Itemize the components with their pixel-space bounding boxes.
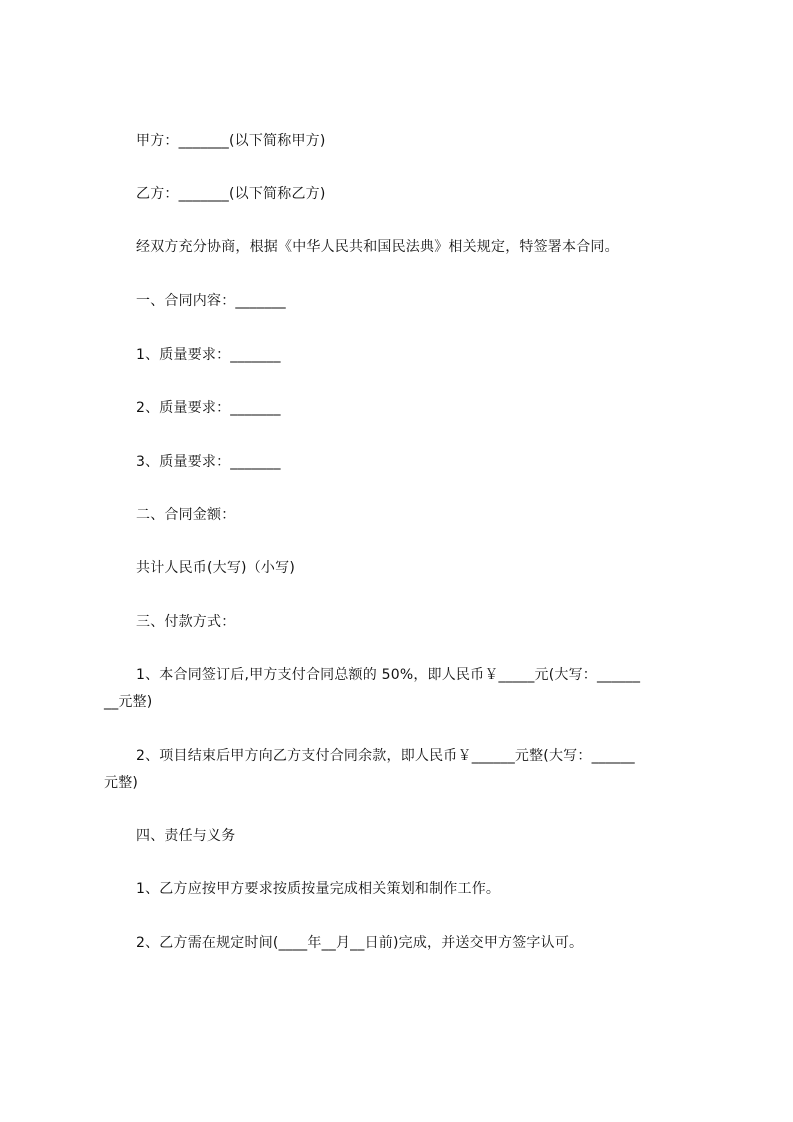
section-4-heading: 四、责任与义务 [136,828,236,844]
quality-requirement-3: 3、质量要求：_______ [136,454,281,470]
preamble: 经双方充分协商，根据《中华人民共和国民法典》相关规定，特签署本合同。 [136,239,619,255]
payment-item-2-line-1: 2、项目结束后甲方向乙方支付合同余款，即人民币￥______元整(大写：______ [136,748,635,764]
section-1-heading: 一、合同内容：_______ [136,293,286,309]
party-a-line: 甲方：_______(以下简称甲方) [136,133,326,149]
obligation-item-2: 2、乙方需在规定时间(____年__月__日前)完成，并送交甲方签字认可。 [136,935,584,951]
section-2-heading: 二、合同金额： [136,507,236,523]
payment-item-1-line-2: __元整) [104,694,153,710]
obligation-item-1: 1、乙方应按甲方要求按质按量完成相关策划和制作工作。 [136,881,501,897]
payment-item-2-line-2: 元整) [104,775,139,791]
payment-item-1-line-1: 1、本合同签订后,甲方支付合同总额的 50%，即人民币￥_____元(大写：______ [136,667,641,683]
quality-requirement-1: 1、质量要求：_______ [136,347,281,363]
quality-requirement-2: 2、质量要求：_______ [136,400,281,416]
amount-line: 共计人民币(大写)（小写) [136,560,295,576]
party-b-line: 乙方：_______(以下简称乙方) [136,186,326,202]
section-3-heading: 三、付款方式： [136,614,236,630]
